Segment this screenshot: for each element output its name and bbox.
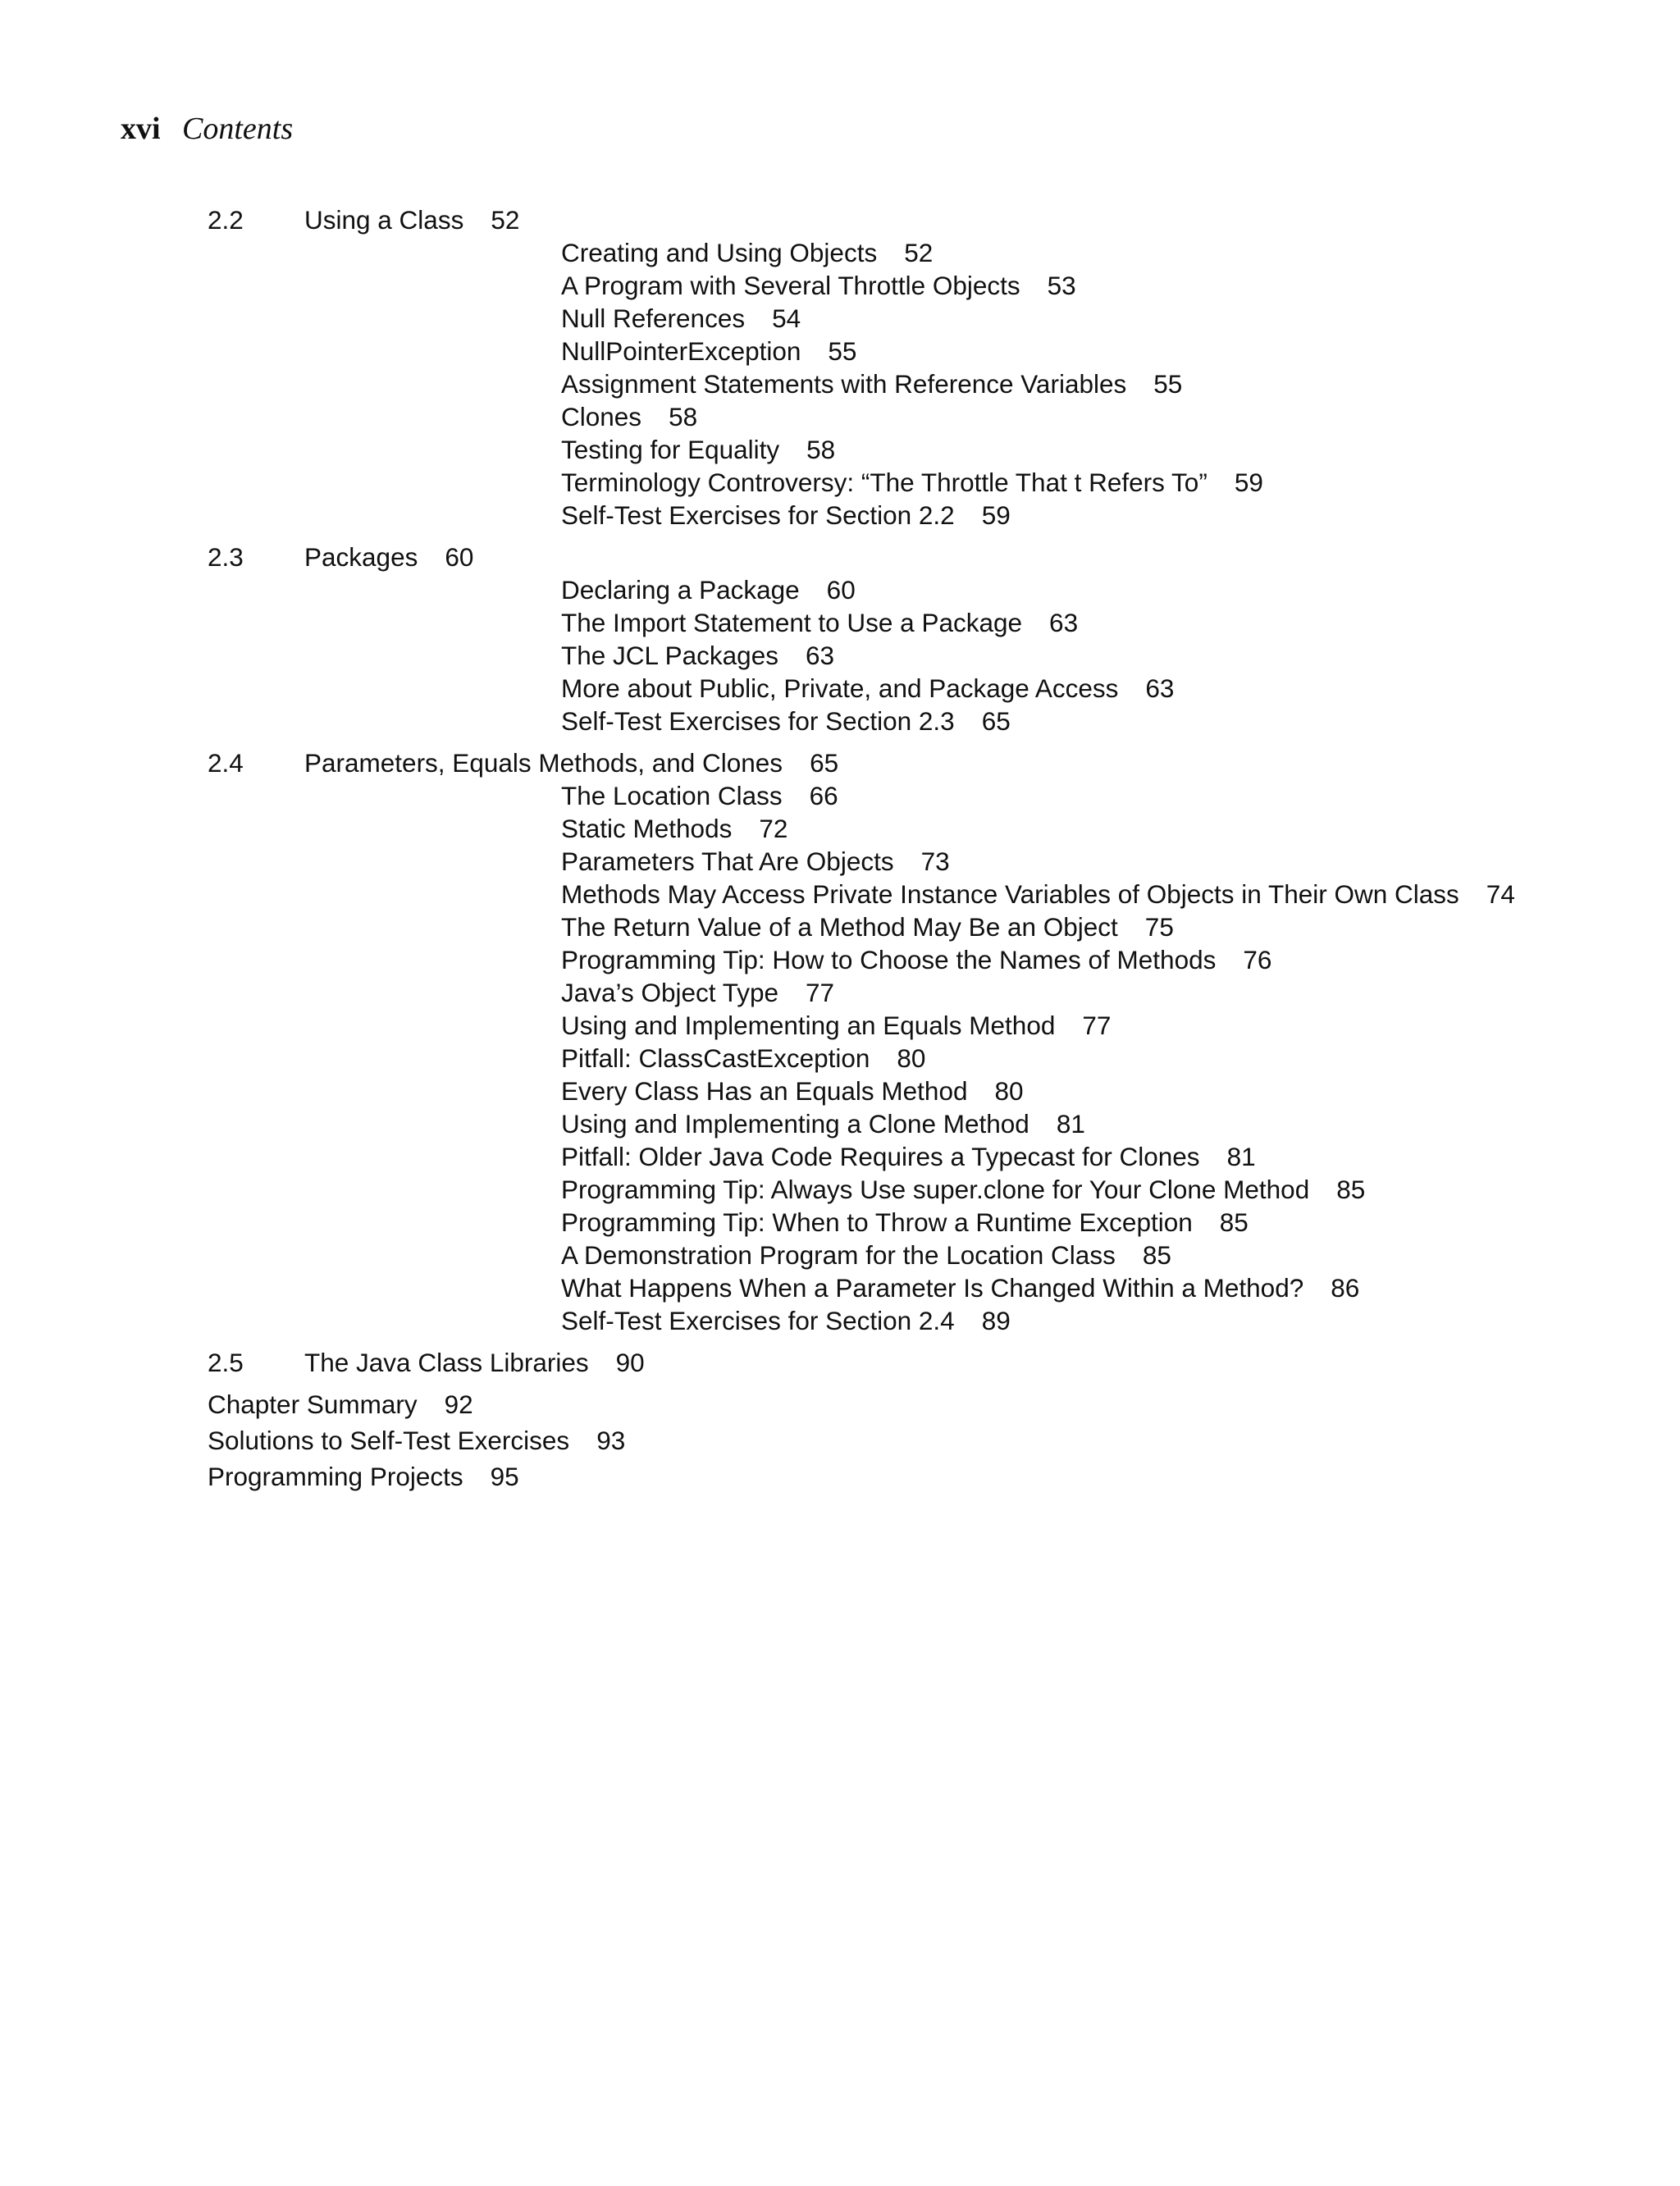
subsection-page: 60	[826, 575, 856, 605]
subsection-title: More about Public, Private, and Package Access	[561, 673, 1119, 703]
subsection-entry	[561, 335, 1602, 367]
subsection-entry	[561, 639, 1602, 672]
subsection-entry	[561, 573, 1602, 606]
toc-section	[208, 541, 1602, 737]
subsection-title: Self-Test Exercises for Section 2.4	[561, 1306, 955, 1335]
subsection-list	[208, 779, 1602, 1337]
subsection-page: 59	[981, 500, 1011, 530]
subsection-page: 76	[1243, 945, 1272, 974]
subsection-page: 59	[1234, 468, 1263, 497]
subsection-entry	[561, 1271, 1602, 1304]
running-title: Contents	[182, 112, 294, 146]
chapter-end-entry	[208, 1424, 1602, 1457]
subsection-entry	[561, 779, 1602, 812]
subsection-title: What Happens When a Parameter Is Changed Within a Method?	[561, 1273, 1304, 1303]
subsection-page: 85	[1219, 1207, 1249, 1237]
page-header	[121, 111, 293, 147]
subsection-title: The JCL Packages	[561, 641, 778, 670]
subsection-entry	[561, 433, 1602, 466]
subsection-page: 80	[994, 1076, 1024, 1106]
subsection-entry	[561, 976, 1602, 1009]
subsection-entry	[561, 1075, 1602, 1107]
subsection-page: 72	[759, 814, 788, 843]
chapter-end-entry	[208, 1388, 1602, 1421]
chapter-end-page: 93	[596, 1426, 626, 1455]
section-title: The Java Class Libraries	[304, 1348, 589, 1377]
subsection-list	[208, 236, 1602, 532]
section-page: 60	[445, 542, 474, 572]
subsection-entry	[561, 1206, 1602, 1239]
subsection-title: Using and Implementing a Clone Method	[561, 1109, 1029, 1139]
subsection-title: Null References	[561, 303, 746, 333]
subsection-title: Programming Tip: Always Use super.clone for Your Clone Method	[561, 1175, 1310, 1204]
subsection-entry	[561, 1107, 1602, 1140]
subsection-page: 54	[772, 303, 801, 333]
table-of-contents	[208, 203, 1602, 1493]
subsection-title: A Demonstration Program for the Location Class	[561, 1240, 1116, 1270]
subsection-title: Methods May Access Private Instance Variables of Objects in Their Own Class	[561, 879, 1459, 909]
subsection-entry	[561, 812, 1602, 845]
subsection-title: Self-Test Exercises for Section 2.3	[561, 706, 955, 736]
section-page: 65	[810, 748, 839, 778]
subsection-entry	[561, 1173, 1602, 1206]
chapter-end-page: 95	[490, 1462, 519, 1491]
subsection-page: 65	[981, 706, 1011, 736]
subsection-title: Testing for Equality	[561, 435, 780, 464]
section-heading	[208, 203, 1602, 236]
subsection-page: 58	[806, 435, 836, 464]
section-heading	[208, 541, 1602, 573]
subsection-entry	[561, 302, 1602, 335]
toc-section	[208, 203, 1602, 532]
subsection-page: 55	[828, 336, 857, 366]
subsection-page: 52	[904, 238, 934, 267]
subsection-page: 73	[920, 847, 950, 876]
subsection-title: Pitfall: Older Java Code Requires a Typecast for Clones	[561, 1142, 1200, 1171]
subsection-title: Using and Implementing an Equals Method	[561, 1011, 1056, 1040]
subsection-list	[208, 573, 1602, 737]
subsection-entry	[561, 466, 1602, 499]
section-title: Parameters, Equals Methods, and Clones	[304, 748, 783, 778]
subsection-title: Self-Test Exercises for Section 2.2	[561, 500, 955, 530]
subsection-page: 89	[981, 1306, 1011, 1335]
subsection-entry	[561, 606, 1602, 639]
subsection-entry	[561, 269, 1602, 302]
subsection-page: 63	[1145, 673, 1175, 703]
subsection-title: Pitfall: ClassCastException	[561, 1043, 870, 1073]
subsection-entry	[561, 1140, 1602, 1173]
subsection-page: 74	[1486, 879, 1515, 909]
section-heading	[208, 746, 1602, 779]
subsection-entry	[561, 672, 1602, 705]
subsection-entry	[561, 910, 1602, 943]
subsection-page: 86	[1331, 1273, 1360, 1303]
chapter-end-entry	[208, 1460, 1602, 1493]
subsection-page: 81	[1056, 1109, 1085, 1139]
subsection-title: NullPointerException	[561, 336, 801, 366]
subsection-page: 53	[1047, 271, 1076, 300]
subsection-page: 80	[897, 1043, 926, 1073]
chapter-end-title: Programming Projects	[208, 1462, 463, 1491]
subsection-page: 66	[809, 781, 838, 810]
subsection-title: Programming Tip: When to Throw a Runtime Exception	[561, 1207, 1193, 1237]
subsection-page: 63	[805, 641, 835, 670]
subsection-entry	[561, 1239, 1602, 1271]
subsection-title: The Import Statement to Use a Package	[561, 608, 1023, 637]
section-title: Packages	[304, 542, 418, 572]
subsection-entry	[561, 400, 1602, 433]
subsection-title: The Location Class	[561, 781, 783, 810]
subsection-page: 77	[805, 978, 835, 1007]
subsection-page: 75	[1144, 912, 1174, 942]
subsection-entry	[561, 1009, 1602, 1042]
subsection-title: Assignment Statements with Reference Variables	[561, 369, 1127, 399]
page-number: xvi	[121, 112, 161, 146]
subsection-page: 58	[669, 402, 698, 431]
section-number: 2.4	[208, 748, 244, 778]
section-number: 2.5	[208, 1348, 244, 1377]
subsection-entry	[561, 499, 1602, 532]
subsection-entry	[561, 236, 1602, 269]
toc-section	[208, 1346, 1602, 1379]
subsection-title: Programming Tip: How to Choose the Names of Methods	[561, 945, 1217, 974]
section-page: 52	[491, 205, 520, 235]
subsection-title: The Return Value of a Method May Be an Object	[561, 912, 1118, 942]
section-heading	[208, 1346, 1602, 1379]
subsection-title: Java’s Object Type	[561, 978, 778, 1007]
subsection-page: 63	[1049, 608, 1079, 637]
subsection-title: Parameters That Are Objects	[561, 847, 894, 876]
subsection-entry	[561, 878, 1602, 910]
chapter-end-title: Solutions to Self-Test Exercises	[208, 1426, 570, 1455]
subsection-title: Declaring a Package	[561, 575, 800, 605]
subsection-entry	[561, 943, 1602, 976]
subsection-title: A Program with Several Throttle Objects	[561, 271, 1020, 300]
subsection-title: Clones	[561, 402, 642, 431]
subsection-entry	[561, 1304, 1602, 1337]
subsection-entry	[561, 1042, 1602, 1075]
chapter-end-page: 92	[444, 1390, 473, 1419]
subsection-page: 55	[1153, 369, 1183, 399]
toc-section	[208, 746, 1602, 1337]
subsection-page: 85	[1336, 1175, 1366, 1204]
chapter-end-title: Chapter Summary	[208, 1390, 418, 1419]
subsection-title: Creating and Using Objects	[561, 238, 878, 267]
subsection-entry	[561, 367, 1602, 400]
section-page: 90	[615, 1348, 645, 1377]
subsection-title: Static Methods	[561, 814, 733, 843]
subsection-page: 85	[1142, 1240, 1171, 1270]
subsection-title: Every Class Has an Equals Method	[561, 1076, 968, 1106]
subsection-page: 81	[1226, 1142, 1256, 1171]
subsection-title: Terminology Controversy: “The Throttle That t Refers To”	[561, 468, 1208, 497]
section-number: 2.3	[208, 542, 244, 572]
section-number: 2.2	[208, 205, 244, 235]
subsection-entry	[561, 845, 1602, 878]
section-title: Using a Class	[304, 205, 464, 235]
subsection-entry	[561, 705, 1602, 737]
subsection-page: 77	[1082, 1011, 1112, 1040]
